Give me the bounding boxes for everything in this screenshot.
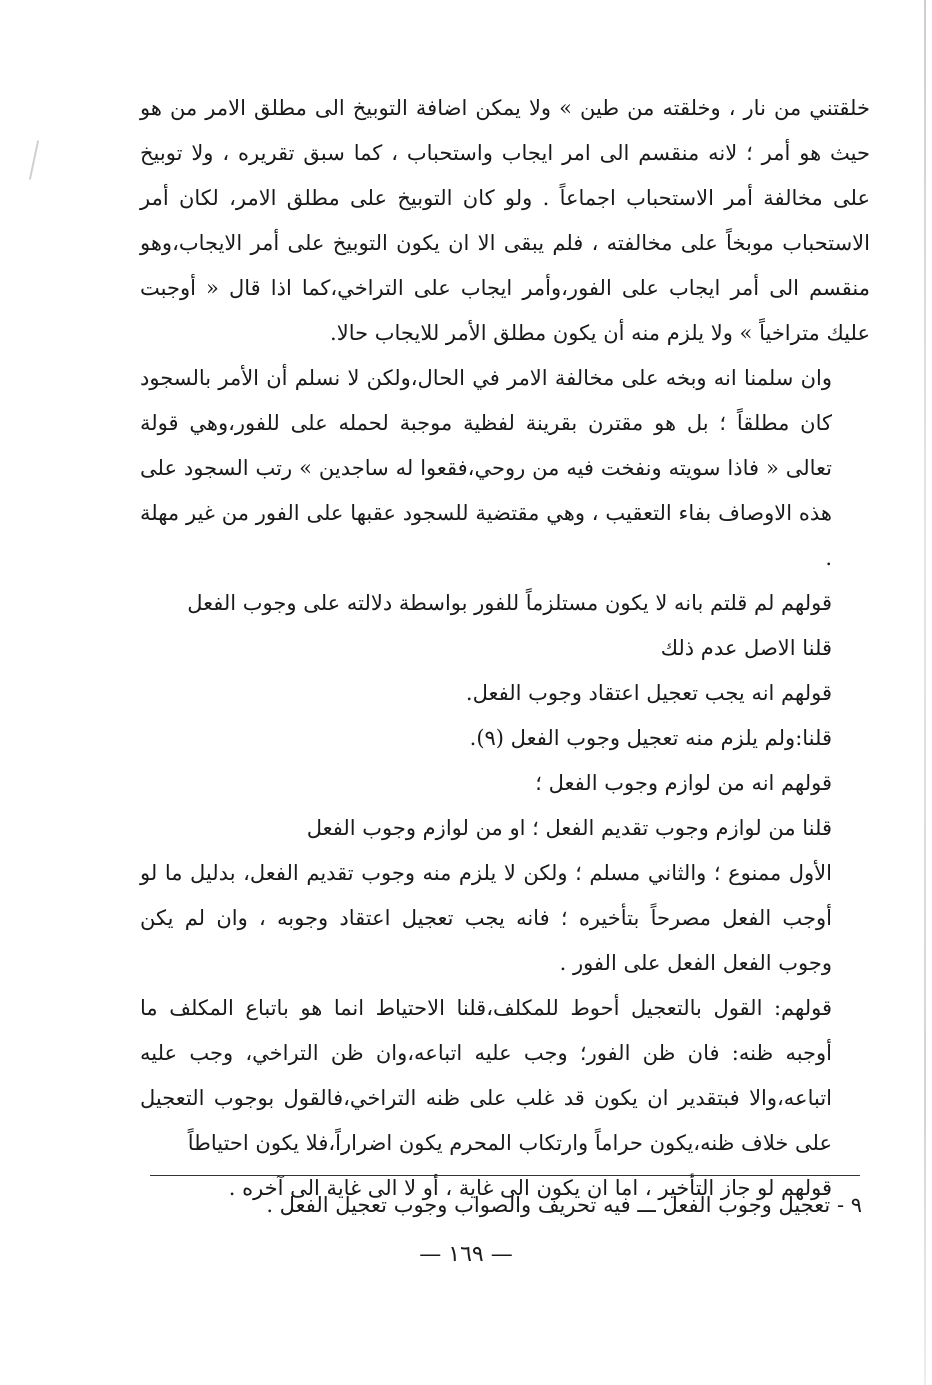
footnote-divider bbox=[150, 1175, 860, 1176]
page-number: — ١٦٩ — bbox=[419, 1242, 513, 1267]
paragraph: قولهم: القول بالتعجيل أحوط للمكلف،قلنا الاحتياط انما هو باتباع المكلف ما أوجبه ظنه: فان ظن الفور؛ وجب عليه اتباعه،وان ظن التراخي، وجب عليه اتباعه،والا فبتقدير ان يكون قد غلب على ظنه التراخي،فالقول بوجوب التعجيل على خلاف ظنه،يكون حراماً وارتكاب المحرم يكون اضراراً،فلا يكون احتياطاً bbox=[140, 996, 832, 1155]
paragraph: قولهم لو جاز التأخير ، اما ان يكون الى غاية ، أو لا الى غاية الى آخره . bbox=[228, 1176, 832, 1200]
paragraph: قولهم انه من لوازم وجوب الفعل ؛ bbox=[535, 771, 832, 795]
paragraph: قلنا:ولم يلزم منه تعجيل وجوب الفعل (٩). bbox=[469, 726, 832, 750]
paragraph: الأول ممنوع ؛ والثاني مسلم ؛ ولكن لا يلزم منه وجوب تقديم الفعل، بدليل ما لو أوجب الفعل مصرحاً بتأخيره ؛ فانه يجب تعجيل اعتقاد وجوبه ، وان لم يكن وجوب الفعل الفعل على الفور . bbox=[140, 861, 832, 975]
paragraph: خلقتني من نار ، وخلقته من طين » ولا يمكن اضافة التوبيخ الى مطلق الامر من هو حيث هو أمر ؛ لانه منقسم الى امر ايجاب واستحباب ، كما سبق تقريره ، ولا توبيخ على مخالفة أمر الاستحباب اجماعاً . ولو كان التوبيخ على مطلق الامر، لكان أمر الاستحباب موبخاً على مخالفته ، فلم يبقى الا ان يكون التوبيخ على أمر الايجاب،وهو منقسم الى أمر ايجاب على الفور،وأمر ايجاب على التراخي،كما اذا قال « أوجبت عليك متراخياً » ولا يلزم منه أن يكون مطلق الأمر للايجاب حالا. bbox=[140, 96, 870, 345]
paragraph: قولهم انه يجب تعجيل اعتقاد وجوب الفعل. bbox=[465, 681, 832, 705]
paragraph: وان سلمنا انه وبخه على مخالفة الامر في الحال،ولكن لا نسلم أن الأمر بالسجود كان مطلقاً ؛ بل هو مقترن بقرينة لفظية موجبة لحمله على للفور،وهي قولة تعالى « فاذا سويته ونفخت فيه من روحي،فقعوا له ساجدين » رتب السجود على هذه الاوصاف بفاء التعقيب ، وهي مقتضية للسجود عقبها على الفور من غير مهلة . bbox=[140, 366, 833, 570]
stray-pen-mark bbox=[29, 140, 39, 180]
paragraph: قلنا الاصل عدم ذلك bbox=[660, 636, 832, 660]
body-text bbox=[140, 86, 870, 1211]
paragraph: قولهم لم قلتم بانه لا يكون مستلزماً للفور بواسطة دلالته على وجوب الفعل bbox=[187, 591, 832, 615]
footnote: ٩ - تعجيل وجوب الفعل ـــ فيه تحريف والصواب وجوب تعجيل الفعل . bbox=[266, 1193, 862, 1217]
paragraph: قلنا من لوازم وجوب تقديم الفعل ؛ او من لوازم وجوب الفعل bbox=[306, 816, 832, 840]
scan-edge-shadow bbox=[924, 0, 926, 1385]
